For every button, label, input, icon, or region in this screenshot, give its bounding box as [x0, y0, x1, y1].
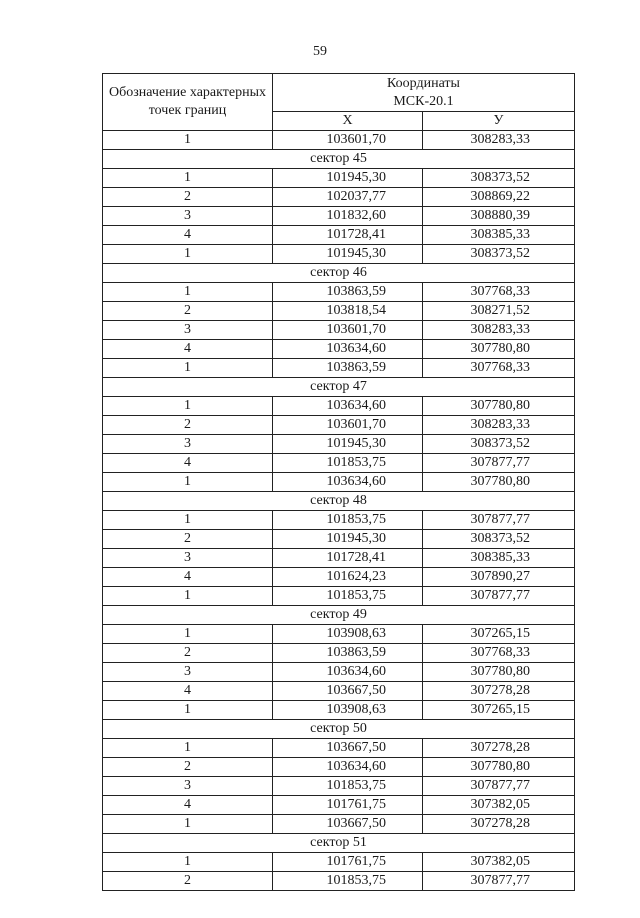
sector-title-row: [103, 720, 575, 739]
y-cell: 307780,80: [423, 397, 575, 416]
point-cell: 1: [103, 169, 273, 188]
point-cell: 2: [103, 188, 273, 207]
point-cell: 1: [103, 625, 273, 644]
x-cell: 103908,63: [273, 625, 423, 644]
y-cell: 307780,80: [423, 473, 575, 492]
y-cell: 308385,33: [423, 226, 575, 245]
table-row: [103, 587, 575, 606]
sector-title: сектор 46: [103, 264, 575, 283]
x-cell: 103601,70: [273, 321, 423, 340]
point-cell: 1: [103, 283, 273, 302]
table-row: [103, 568, 575, 587]
x-cell: 101624,23: [273, 568, 423, 587]
table-row: [103, 815, 575, 834]
sector-title: сектор 49: [103, 606, 575, 625]
x-cell: 101728,41: [273, 226, 423, 245]
y-cell: 307877,77: [423, 777, 575, 796]
y-cell: 307780,80: [423, 340, 575, 359]
sector-title-row: [103, 264, 575, 283]
x-cell: 101945,30: [273, 169, 423, 188]
point-cell: 1: [103, 131, 273, 150]
table-row: [103, 872, 575, 891]
sector-title-row: [103, 378, 575, 397]
table-row: [103, 302, 575, 321]
sector-title-row: [103, 834, 575, 853]
point-cell: 1: [103, 701, 273, 720]
point-cell: 3: [103, 777, 273, 796]
point-cell: 3: [103, 663, 273, 682]
sector-title-row: [103, 150, 575, 169]
y-cell: 308283,33: [423, 321, 575, 340]
x-cell: 103908,63: [273, 701, 423, 720]
point-cell: 1: [103, 511, 273, 530]
x-cell: 101728,41: [273, 549, 423, 568]
sector-title: сектор 51: [103, 834, 575, 853]
x-cell: 101853,75: [273, 872, 423, 891]
y-cell: 307768,33: [423, 283, 575, 302]
table-row: [103, 207, 575, 226]
table-row: [103, 796, 575, 815]
x-cell: 102037,77: [273, 188, 423, 207]
y-cell: 308283,33: [423, 131, 575, 150]
y-cell: 308271,52: [423, 302, 575, 321]
x-cell: 101853,75: [273, 511, 423, 530]
point-cell: 2: [103, 302, 273, 321]
point-cell: 1: [103, 473, 273, 492]
y-cell: 308385,33: [423, 549, 575, 568]
table-row: [103, 340, 575, 359]
table-row: [103, 454, 575, 473]
point-cell: 1: [103, 853, 273, 872]
point-cell: 4: [103, 454, 273, 473]
point-cell: 2: [103, 872, 273, 891]
header-point-label: Обозначение характерных точек границ: [103, 74, 273, 131]
point-cell: 2: [103, 644, 273, 663]
x-cell: 103667,50: [273, 739, 423, 758]
x-cell: 103601,70: [273, 416, 423, 435]
y-cell: 307382,05: [423, 853, 575, 872]
y-cell: 307877,77: [423, 454, 575, 473]
table-row: [103, 777, 575, 796]
x-cell: 101853,75: [273, 454, 423, 473]
y-cell: 307278,28: [423, 682, 575, 701]
table-row: [103, 739, 575, 758]
x-cell: 103667,50: [273, 815, 423, 834]
x-cell: 103634,60: [273, 340, 423, 359]
x-cell: 101853,75: [273, 777, 423, 796]
table-row: [103, 131, 575, 150]
point-cell: 1: [103, 739, 273, 758]
point-cell: 2: [103, 530, 273, 549]
table-row: [103, 321, 575, 340]
y-cell: 308869,22: [423, 188, 575, 207]
point-cell: 4: [103, 226, 273, 245]
y-cell: 307768,33: [423, 359, 575, 378]
header-coords-label: [273, 74, 575, 112]
point-cell: 1: [103, 587, 273, 606]
sector-title-row: [103, 606, 575, 625]
point-cell: 3: [103, 207, 273, 226]
table-body: [103, 131, 575, 891]
point-cell: 4: [103, 796, 273, 815]
point-cell: 3: [103, 549, 273, 568]
table-row: [103, 245, 575, 264]
sector-title: сектор 48: [103, 492, 575, 511]
page-number: 59: [313, 44, 327, 59]
table-row: [103, 511, 575, 530]
x-cell: 103634,60: [273, 758, 423, 777]
y-cell: 307768,33: [423, 644, 575, 663]
table-row: [103, 416, 575, 435]
x-cell: 101853,75: [273, 587, 423, 606]
x-cell: 103601,70: [273, 131, 423, 150]
y-cell: 307265,15: [423, 701, 575, 720]
sector-title: сектор 47: [103, 378, 575, 397]
table-row: [103, 758, 575, 777]
point-cell: 3: [103, 321, 273, 340]
table-row: [103, 226, 575, 245]
y-cell: 307877,77: [423, 511, 575, 530]
x-cell: 103863,59: [273, 644, 423, 663]
y-cell: 308373,52: [423, 530, 575, 549]
x-cell: 101945,30: [273, 245, 423, 264]
table-row: [103, 473, 575, 492]
x-cell: 101945,30: [273, 435, 423, 454]
x-cell: 101832,60: [273, 207, 423, 226]
x-cell: 103634,60: [273, 473, 423, 492]
y-cell: 307890,27: [423, 568, 575, 587]
table-row: [103, 169, 575, 188]
point-cell: 4: [103, 568, 273, 587]
point-cell: 1: [103, 245, 273, 264]
table-row: [103, 853, 575, 872]
point-cell: 3: [103, 435, 273, 454]
table-row: [103, 530, 575, 549]
y-cell: 308283,33: [423, 416, 575, 435]
table-row: [103, 359, 575, 378]
coordinates-table: [102, 73, 575, 891]
y-cell: 308880,39: [423, 207, 575, 226]
sector-title-row: [103, 492, 575, 511]
x-cell: 103634,60: [273, 397, 423, 416]
point-cell: 4: [103, 682, 273, 701]
table-row: [103, 701, 575, 720]
point-cell: 1: [103, 397, 273, 416]
x-cell: 103863,59: [273, 283, 423, 302]
point-cell: 1: [103, 815, 273, 834]
y-cell: 308373,52: [423, 245, 575, 264]
table-header: [103, 74, 575, 131]
x-cell: 103634,60: [273, 663, 423, 682]
x-cell: 103667,50: [273, 682, 423, 701]
x-cell: 101761,75: [273, 796, 423, 815]
table-row: [103, 549, 575, 568]
x-cell: 103818,54: [273, 302, 423, 321]
table-row: [103, 682, 575, 701]
x-cell: 101761,75: [273, 853, 423, 872]
point-cell: 1: [103, 359, 273, 378]
sector-title: сектор 45: [103, 150, 575, 169]
y-cell: 307265,15: [423, 625, 575, 644]
y-cell: 308373,52: [423, 435, 575, 454]
sector-title: сектор 50: [103, 720, 575, 739]
table-row: [103, 397, 575, 416]
y-cell: 307877,77: [423, 872, 575, 891]
y-cell: 307382,05: [423, 796, 575, 815]
header-y-label: У: [423, 112, 575, 131]
point-cell: 2: [103, 758, 273, 777]
header-coords-text: Координаты МСК-20.1: [387, 75, 460, 109]
table-row: [103, 283, 575, 302]
table-row: [103, 663, 575, 682]
x-cell: 101945,30: [273, 530, 423, 549]
x-cell: 103863,59: [273, 359, 423, 378]
y-cell: 307877,77: [423, 587, 575, 606]
point-cell: 4: [103, 340, 273, 359]
table-row: [103, 644, 575, 663]
table-row: [103, 188, 575, 207]
y-cell: 307780,80: [423, 758, 575, 777]
header-x-label: X: [273, 112, 423, 131]
y-cell: 307780,80: [423, 663, 575, 682]
y-cell: 307278,28: [423, 739, 575, 758]
y-cell: 307278,28: [423, 815, 575, 834]
point-cell: 2: [103, 416, 273, 435]
table-row: [103, 435, 575, 454]
y-cell: 308373,52: [423, 169, 575, 188]
table-row: [103, 625, 575, 644]
